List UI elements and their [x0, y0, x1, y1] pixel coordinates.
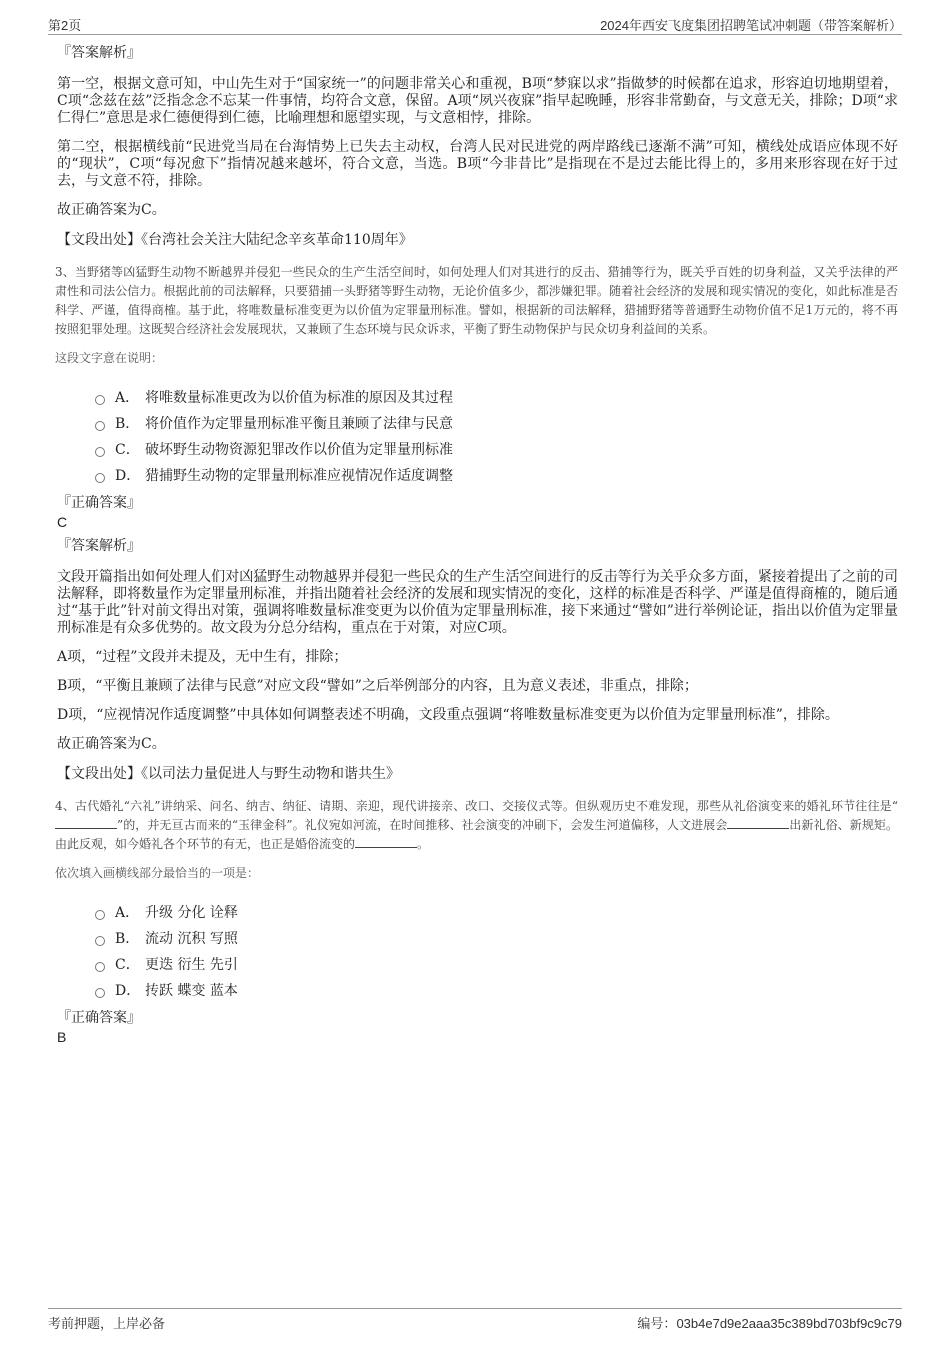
q4-option-d[interactable]: D． 抟跃 蝶变 蓝本 — [95, 977, 898, 1003]
q3-options — [95, 384, 898, 488]
q3-analysis-para: B项，“平衡且兼顾了法律与民意”对应文段“譬如”之后举例部分的内容，且为意义表述，非重点，排除； — [57, 678, 698, 694]
q4-option-a[interactable]: A． 升级 分化 诠释 — [95, 899, 898, 925]
q3-analysis-para: 故正确答案为C。 — [57, 736, 166, 752]
radio-icon[interactable] — [95, 988, 105, 998]
q4-prompt: 依次填入画横线部分最恰当的一项是： — [55, 866, 260, 880]
source-prefix: 【文段出处】 — [57, 766, 141, 782]
q4-option-c[interactable]: C． 更迭 衍生 先引 — [95, 951, 898, 977]
source-title: 《以司法力量促进人与野生动物和谐共生》 — [141, 766, 400, 782]
q2-analysis-para: 第一空，根据文意可知，中山先生对于“国家统一”的问题非常关心和重视，B项“梦寐以求”指做梦的时候都在追求，形容迫切地期望着，C项“念兹在兹”泛指念念不忘某一件事情，均符合文意，保留。A项“夙兴夜寐”指早起晚睡，形容非常勤奋，与文意无关，排除；D项“求仁得仁”意思是求仁德便得到仁德，比喻理想和愿望实现，与文意相悖，排除。 — [57, 76, 898, 126]
page-footer — [48, 1308, 902, 1329]
fill-blank — [55, 817, 117, 829]
q4-correct-label: 『正确答案』 — [57, 1010, 141, 1026]
q2-analysis-para: 故正确答案为C。 — [57, 202, 166, 218]
q3-analysis-para: 文段开篇指出如何处理人们对凶猛野生动物越界并侵犯一些民众的生产生活空间进行的反击等行为关乎众多方面，紧接着提出了之前的司法解释，即将数量作为定罪量刑标准，并指出随着社会经济的发展和现实情况的变化，这样的标准是否科学、严谨是值得商榷的，随后通过“基于此”针对前文得出对策，强调将唯数量标准变更为以价值为定罪量刑标准，接下来通过“譬如”进行举例论证，指出以价值为定罪量刑标准是有众多优势的。故文段为分总分结构，重点在于对策，对应C项。 — [57, 569, 898, 636]
q4-option-b[interactable]: B． 流动 沉积 写照 — [95, 925, 898, 951]
radio-icon[interactable] — [95, 910, 105, 920]
q3-option-c[interactable]: C． 破坏野生动物资源犯罪改作以价值为定罪量刑标准 — [95, 436, 898, 462]
fill-blank — [355, 836, 417, 848]
q4-options — [95, 899, 898, 1003]
q3-answer: C — [57, 514, 68, 530]
q3-source — [57, 765, 898, 783]
q3-prompt: 这段文字意在说明： — [55, 351, 164, 365]
document-content — [55, 44, 898, 1052]
q4-answer: B — [57, 1029, 67, 1045]
page-number: 第2页 — [48, 18, 82, 33]
q3-analysis-para: A项，“过程”文段并未提及，无中生有，排除； — [57, 649, 348, 665]
page-header — [48, 14, 902, 35]
q3-option-b[interactable]: B． 将价值作为定罪量刑标准平衡且兼顾了法律与民意 — [95, 410, 898, 436]
radio-icon[interactable] — [95, 962, 105, 972]
q2-analysis-label: 『答案解析』 — [57, 45, 141, 61]
q3-text: 3、当野猪等凶猛野生动物不断越界并侵犯一些民众的生产生活空间时，如何处理人们对其进行的反击、猎捕等行为，既关乎百姓的切身利益，又关乎法律的严肃性和司法公信力。根据此前的司法解释，只要猎捕一头野猪等野生动物，无论价值多少，都涉嫌犯罪。随着社会经济的发展和现实情况的变化，如此标准是否科学、严谨，值得商榷。基于此，将唯数量标准变更为以价值为定罪量刑标准。譬如，根据新的司法解释，猎捕野猪等普通野生动物价值不足1万元的，将不再按照犯罪处理。这既契合经济社会发展现状，又兼顾了生态环境与民众诉求，平衡了野生动物保护与民众切身利益间的关系。 — [55, 265, 898, 336]
fill-blank — [727, 817, 789, 829]
radio-icon[interactable] — [95, 447, 105, 457]
q4-text: 4、古代婚礼“六礼”讲纳采、问名、纳吉、纳征、请期、亲迎，现代讲接亲、改口、交接仪式等。但纵观历史不难发现，那些从礼俗演变来的婚礼环节往往是“”的，并无亘古而来的“玉律金科”。礼仪宛如河流，在时间推移、社会演变的冲刷下，会发生河道偏移，人文进展会 出新礼俗、新规矩。由此反观，如今婚礼各个环节的有无，也正是婚俗流变的 。 — [55, 799, 898, 851]
q2-analysis-para: 第二空，根据横线前“民进党当局在台海情势上已失去主动权，台湾人民对民进党的两岸路线已逐渐不满”可知，横线处成语应体现不好的“现状”，C项“每况愈下”指情况越来越坏，符合文意，当选。B项“今非昔比”是指现在不是过去能比得上的，多用来形容现在好于过去，与文意不符，排除。 — [57, 139, 898, 189]
q3-option-d[interactable]: D． 猎捕野生动物的定罪量刑标准应视情况作适度调整 — [95, 462, 898, 488]
document-code: 编号：03b4e7d9e2aaa35c389bd703bf9c9c79 — [637, 1316, 902, 1331]
source-title: 《台湾社会关注大陆纪念辛亥革命110周年》 — [141, 232, 413, 248]
radio-icon[interactable] — [95, 936, 105, 946]
q2-source — [57, 231, 898, 249]
radio-icon[interactable] — [95, 395, 105, 405]
q3-analysis-para: D项，“应视情况作适度调整”中具体如何调整表述不明确，文段重点强调“将唯数量标准变更为以价值为定罪量刑标准”，排除。 — [57, 707, 839, 723]
radio-icon[interactable] — [95, 421, 105, 431]
q3-correct-label: 『正确答案』 — [57, 495, 141, 511]
q3-option-a[interactable]: A． 将唯数量标准更改为以价值为标准的原因及其过程 — [95, 384, 898, 410]
document-title: 2024年西安飞度集团招聘笔试冲刺题（带答案解析） — [600, 18, 902, 33]
source-prefix: 【文段出处】 — [57, 232, 141, 248]
footer-slogan: 考前押题，上岸必备 — [48, 1316, 166, 1331]
radio-icon[interactable] — [95, 473, 105, 483]
q3-analysis-label: 『答案解析』 — [57, 538, 141, 554]
